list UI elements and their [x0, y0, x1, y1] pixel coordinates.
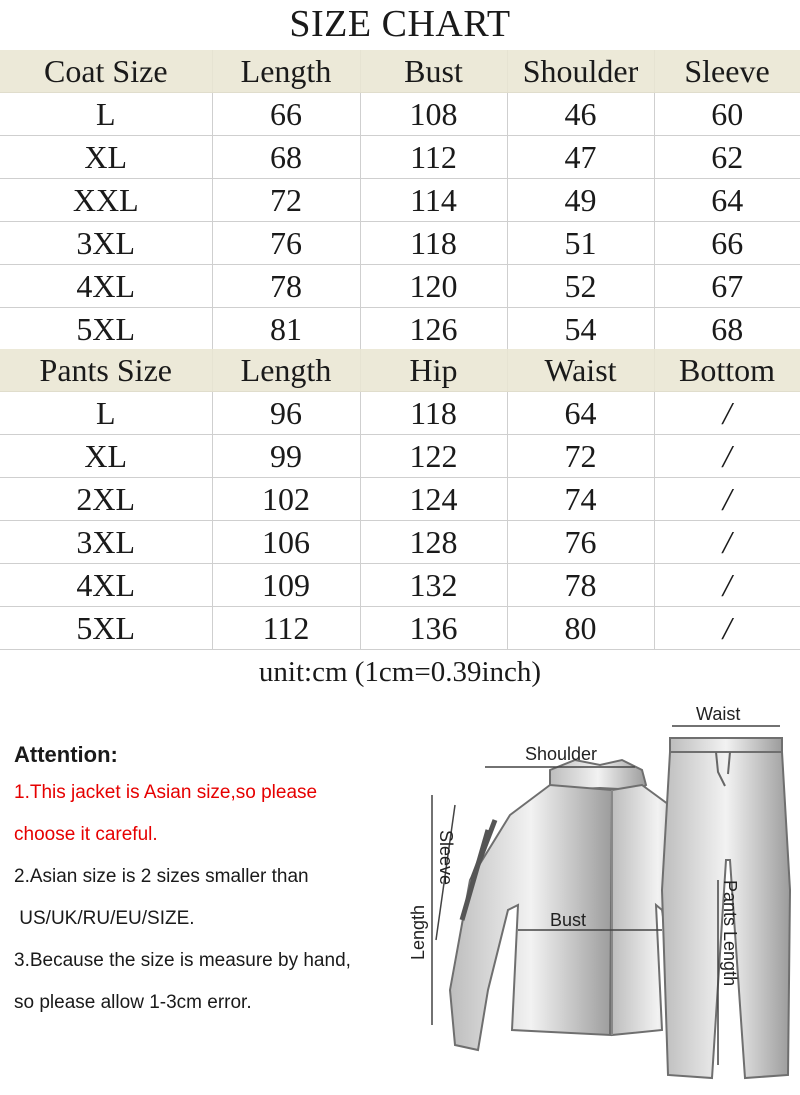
shoulder-label: Shoulder [525, 744, 598, 764]
length-label: Length [408, 904, 428, 960]
header-cell: Coat Size [0, 50, 212, 93]
value-cell: / [654, 435, 800, 478]
unit-note: unit:cm (1cm=0.39inch) [258, 656, 542, 688]
table-row [0, 179, 800, 222]
value-cell: 72 [212, 179, 360, 222]
attention-notes [14, 742, 414, 1034]
garment-measurement-diagram [400, 690, 800, 1095]
value-cell: 54 [507, 308, 654, 351]
value-cell: / [654, 607, 800, 650]
value-cell: 64 [654, 179, 800, 222]
attention-line: so please allow 1-3cm error. [14, 992, 252, 1013]
value-cell: 132 [360, 564, 507, 607]
pants-header-row [0, 349, 800, 392]
table-row [0, 222, 800, 265]
size-cell: 2XL [0, 478, 212, 521]
size-cell: 4XL [0, 564, 212, 607]
value-cell: / [654, 478, 800, 521]
value-cell: 62 [654, 136, 800, 179]
attention-heading: Attention: [14, 742, 118, 767]
header-cell: Length [212, 349, 360, 392]
attention-line: 1.This jacket is Asian size,so please [14, 782, 318, 803]
waist-label: Waist [696, 704, 741, 724]
size-cell: 4XL [0, 265, 212, 308]
coat-header-row [0, 50, 800, 93]
value-cell: 81 [212, 308, 360, 351]
attention-line: 2.Asian size is 2 sizes smaller than [14, 866, 309, 887]
size-cell: 3XL [0, 521, 212, 564]
value-cell: 68 [654, 308, 800, 351]
value-cell: 108 [360, 93, 507, 136]
value-cell: 99 [212, 435, 360, 478]
table-row [0, 435, 800, 478]
size-cell: 5XL [0, 308, 212, 351]
value-cell: 76 [507, 521, 654, 564]
value-cell: 60 [654, 93, 800, 136]
value-cell: 78 [507, 564, 654, 607]
value-cell: 47 [507, 136, 654, 179]
pants-length-label: Pants Length [720, 880, 740, 987]
value-cell: 120 [360, 265, 507, 308]
size-cell: 3XL [0, 222, 212, 265]
table-row [0, 607, 800, 650]
table-row [0, 136, 800, 179]
header-cell: Length [212, 50, 360, 93]
coat-size-table [0, 50, 800, 351]
value-cell: 78 [212, 265, 360, 308]
table-row [0, 265, 800, 308]
header-cell: Hip [360, 349, 507, 392]
value-cell: 128 [360, 521, 507, 564]
value-cell: 76 [212, 222, 360, 265]
value-cell: 102 [212, 478, 360, 521]
table-row [0, 564, 800, 607]
table-row [0, 478, 800, 521]
size-cell: XL [0, 136, 212, 179]
header-cell: Bottom [654, 349, 800, 392]
value-cell: 46 [507, 93, 654, 136]
size-cell: XL [0, 435, 212, 478]
header-cell: Pants Size [0, 349, 212, 392]
value-cell: / [654, 564, 800, 607]
value-cell: 106 [212, 521, 360, 564]
header-cell: Shoulder [507, 50, 654, 93]
page-title: SIZE CHART [289, 3, 511, 45]
pants-size-table [0, 349, 800, 650]
value-cell: 80 [507, 607, 654, 650]
bust-label: Bust [550, 910, 587, 930]
size-cell: 5XL [0, 607, 212, 650]
header-cell: Bust [360, 50, 507, 93]
value-cell: / [654, 392, 800, 435]
value-cell: 136 [360, 607, 507, 650]
size-cell: L [0, 93, 212, 136]
value-cell: / [654, 521, 800, 564]
value-cell: 72 [507, 435, 654, 478]
value-cell: 67 [654, 265, 800, 308]
size-cell: L [0, 392, 212, 435]
value-cell: 118 [360, 222, 507, 265]
table-row [0, 392, 800, 435]
value-cell: 114 [360, 179, 507, 222]
value-cell: 122 [360, 435, 507, 478]
value-cell: 96 [212, 392, 360, 435]
value-cell: 118 [360, 392, 507, 435]
value-cell: 112 [212, 607, 360, 650]
value-cell: 109 [212, 564, 360, 607]
value-cell: 64 [507, 392, 654, 435]
value-cell: 51 [507, 222, 654, 265]
attention-line: US/UK/RU/EU/SIZE. [14, 908, 195, 929]
value-cell: 66 [212, 93, 360, 136]
value-cell: 112 [360, 136, 507, 179]
value-cell: 52 [507, 265, 654, 308]
sleeve-label: Sleeve [436, 830, 456, 886]
value-cell: 49 [507, 179, 654, 222]
table-row [0, 93, 800, 136]
value-cell: 126 [360, 308, 507, 351]
value-cell: 68 [212, 136, 360, 179]
table-row [0, 521, 800, 564]
value-cell: 66 [654, 222, 800, 265]
header-cell: Waist [507, 349, 654, 392]
value-cell: 74 [507, 478, 654, 521]
attention-line: 3.Because the size is measure by hand, [14, 950, 351, 971]
size-cell: XXL [0, 179, 212, 222]
value-cell: 124 [360, 478, 507, 521]
attention-line: choose it careful. [14, 824, 158, 845]
table-row [0, 308, 800, 351]
header-cell: Sleeve [654, 50, 800, 93]
